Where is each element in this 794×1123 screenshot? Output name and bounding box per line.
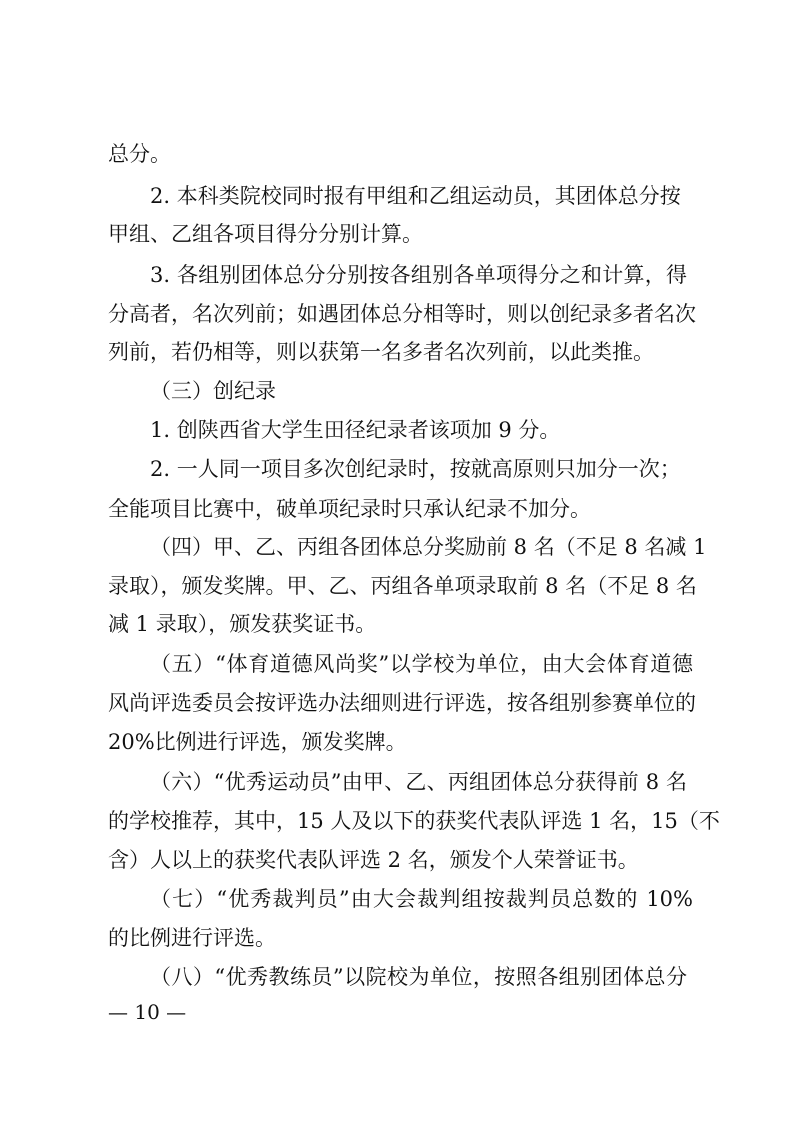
text-line-content: 3. 各组别团体总分分别按各组别各单项得分之和计算，得 bbox=[150, 263, 687, 287]
text-line bbox=[0, 332, 794, 372]
text-line-content: （八）“优秀教练员”以院校为单位，按照各组别团体总分 bbox=[150, 965, 687, 989]
text-line bbox=[0, 840, 794, 880]
text-line bbox=[0, 134, 794, 174]
text-line bbox=[0, 214, 794, 254]
text-line-content: （七）“优秀裁判员”由大会裁判组按裁判员总数的 10% bbox=[150, 887, 693, 911]
text-line bbox=[0, 801, 794, 841]
text-line bbox=[0, 604, 794, 644]
text-line-content: 1. 创陕西省大学生田径纪录者该项加 9 分。 bbox=[150, 418, 561, 442]
text-line-content: 含）人以上的获奖代表队评选 2 名，颁发个人荣誉证书。 bbox=[108, 848, 639, 872]
text-line bbox=[0, 762, 794, 802]
text-line bbox=[0, 527, 794, 567]
text-line bbox=[0, 957, 794, 997]
text-line bbox=[0, 489, 794, 529]
text-line bbox=[0, 371, 794, 411]
text-line-content: （四）甲、乙、丙组各团体总分奖励前 8 名（不足 8 名减 1 bbox=[150, 535, 707, 559]
text-line bbox=[0, 566, 794, 606]
text-line-content: 甲组、乙组各项目得分分别计算。 bbox=[108, 222, 423, 246]
text-line-content: 录取），颁发奖牌。甲、乙、丙组各单项录取前 8 名（不足 8 名 bbox=[108, 574, 697, 598]
text-line-content: 的比例进行评选。 bbox=[108, 926, 276, 950]
text-line-content: 20%比例进行评选，颁发奖牌。 bbox=[108, 730, 407, 754]
text-line-content: 全能项目比赛中，破单项纪录时只承认纪录不加分。 bbox=[108, 497, 591, 521]
text-line bbox=[0, 722, 794, 762]
text-line-content: 风尚评选委员会按评选办法细则进行评选，按各组别参赛单位的 bbox=[108, 691, 696, 715]
section-heading: （三）创纪录 bbox=[150, 379, 276, 403]
text-line bbox=[0, 644, 794, 684]
text-line bbox=[0, 449, 794, 489]
text-line bbox=[0, 683, 794, 723]
text-line-content: 列前，若仍相等，则以获第一名多者名次列前，以此类推。 bbox=[108, 340, 654, 364]
text-line-content: 减 1 录取），颁发获奖证书。 bbox=[108, 612, 377, 636]
text-line-content: 的学校推荐，其中，15 人及以下的获奖代表队评选 1 名，15（不 bbox=[108, 809, 720, 833]
text-line bbox=[0, 294, 794, 334]
text-line bbox=[0, 176, 794, 216]
text-line bbox=[0, 918, 794, 958]
text-line-content: 分高者，名次列前；如遇团体总分相等时，则以创纪录多者名次 bbox=[108, 302, 696, 326]
text-line bbox=[0, 410, 794, 450]
text-line-content: 2. 本科类院校同时报有甲组和乙组运动员，其团体总分按 bbox=[150, 184, 681, 208]
page-number: — 10 — bbox=[108, 1000, 187, 1024]
text-line bbox=[0, 879, 794, 919]
text-line-content: （六）“优秀运动员”由甲、乙、丙组团体总分获得前 8 名 bbox=[150, 770, 687, 794]
text-line bbox=[0, 255, 794, 295]
text-line-content: 2. 一人同一项目多次创纪录时，按就高原则只加分一次； bbox=[150, 457, 681, 481]
text-line-content: （五）“体育道德风尚奖”以学校为单位，由大会体育道德 bbox=[150, 652, 693, 676]
text-line-content: 总分。 bbox=[108, 142, 171, 166]
